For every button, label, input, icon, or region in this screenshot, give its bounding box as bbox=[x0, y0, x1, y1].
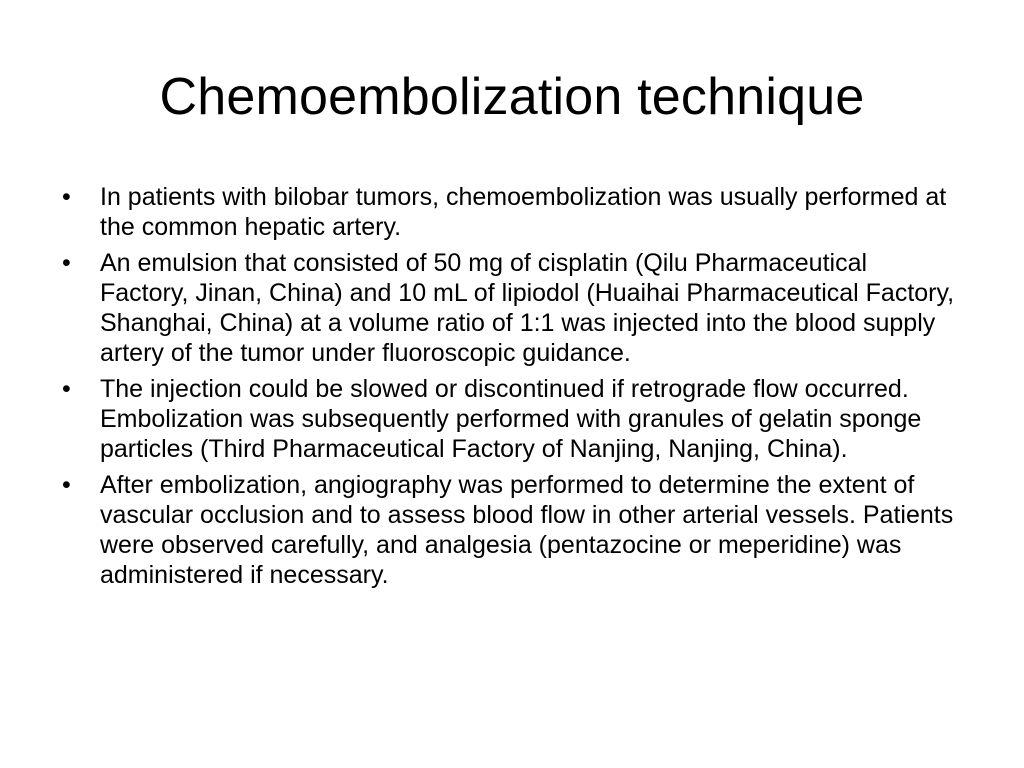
bullet-list bbox=[62, 182, 962, 596]
bullet-text: An emulsion that consisted of 50 mg of cisplatin (Qilu Pharmaceutical Factory, Jinan, China) and 10 mL of lipiodol (Huaihai Pharmaceutical Factory, Shanghai, China) at a volume ratio of 1:1 was injected into the blood supply artery of the tumor under fluoroscopic guidance. bbox=[100, 249, 955, 367]
bullet-item bbox=[62, 248, 962, 368]
bullet-text: In patients with bilobar tumors, chemoembolization was usually performed at the common hepatic artery. bbox=[100, 183, 947, 241]
bullet-text: The injection could be slowed or discontinued if retrograde flow occurred. Embolization was subsequently performed with granules of gelatin sponge particles (Third Pharmaceutical Factory of Nanjing, Nanjing, China). bbox=[100, 375, 922, 463]
bullet-dot-icon: • bbox=[62, 471, 71, 499]
bullet-text: After embolization, angiography was performed to determine the extent of vascular occlusion and to assess blood flow in other arterial vessels. Patients were observed carefully, and analgesia (pentazocine or meperidine) was administered if necessary. bbox=[100, 471, 954, 589]
bullet-dot-icon: • bbox=[62, 183, 71, 211]
bullet-dot-icon: • bbox=[62, 249, 71, 277]
bullet-item bbox=[62, 374, 962, 464]
bullet-item bbox=[62, 182, 962, 242]
bullet-item bbox=[62, 470, 962, 590]
slide-title: Chemoembolization technique bbox=[159, 68, 865, 126]
bullet-dot-icon: • bbox=[62, 375, 71, 403]
